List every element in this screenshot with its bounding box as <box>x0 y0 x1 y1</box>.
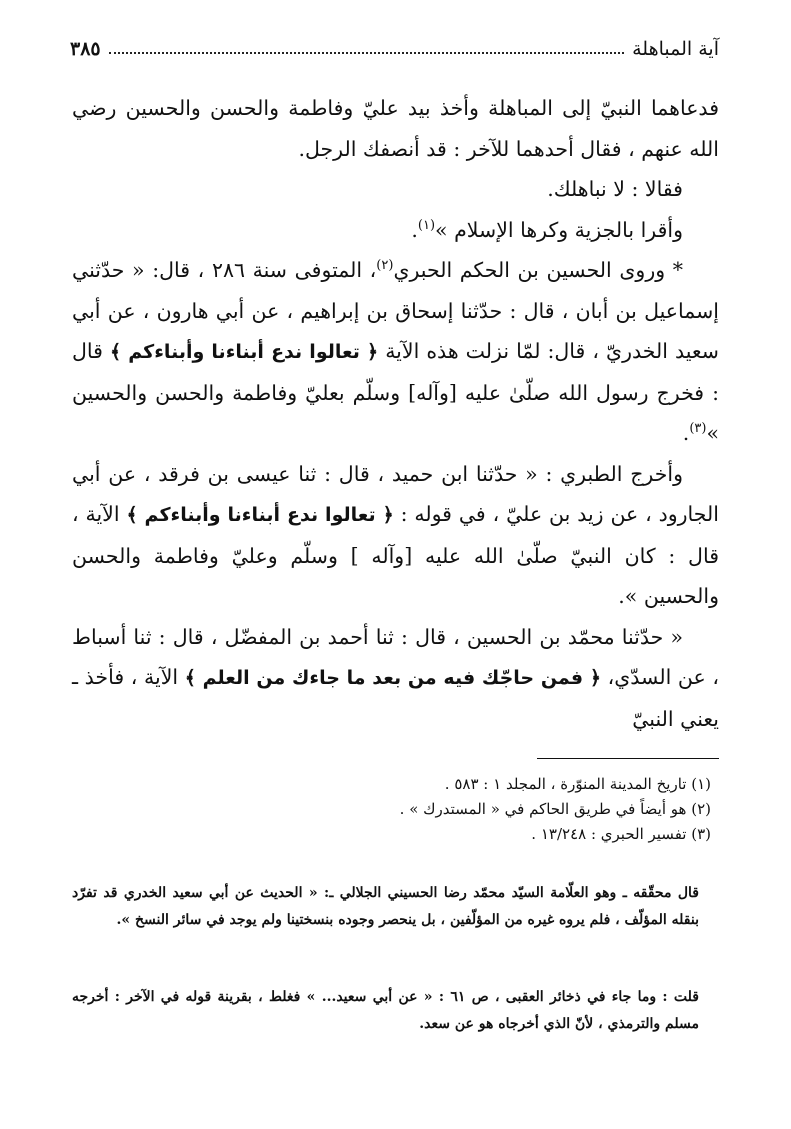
quran-quote-3: ﴿ فمن حاجّك فيه من بعد ما جاءك من العلم ﴾ <box>184 667 601 689</box>
paragraph-4-text-a: * وروى الحسين بن الحكم الحبري <box>393 258 683 282</box>
editor-note-2 <box>72 984 699 1038</box>
paragraph-3: وأقرا بالجزية وكرها الإسلام »$^{(١)}$. <box>411 217 683 242</box>
paragraph-4-text-b: ، المتوفى سنة ٢٨٦ ، قال: « حدّثني إسماعيل بن أبان ، قال : حدّثنا إسحاق بن إبراهيم ، عن أبي هارون ، عن أبي سعيد الخدريّ ، قال: لمّا نزلت هذه الآية <box>72 258 719 363</box>
chapter-title: آية المباهلة <box>632 38 719 60</box>
paragraph-4 <box>72 250 719 454</box>
footnote-ref-1: (١) <box>417 217 436 233</box>
footnote-ref-3: (٣) <box>689 421 707 437</box>
quran-quote-2: ﴿ تعالوا ندع أبناءنا وأبناءكم ﴾ <box>126 504 394 526</box>
editor-note-1 <box>72 880 699 934</box>
paragraph-5-text-b: الآية ، قال : كان النبيّ صلّىٰ الله عليه [وآله ] وسلّم وعليّ وفاطمة والحسن والحسين ». <box>72 502 719 608</box>
footnote-ref-2: (٢) <box>376 258 394 274</box>
paragraph-1: فدعاهما النبيّ إلى المباهلة وأخذ بيد عليّ وفاطمة والحسن والحسين رضي الله عنهم ، فقال أحدهما للآخر : قد أنصفك الرجل. <box>72 96 719 161</box>
paragraph-3-text: وأقرا بالجزية وكرها الإسلام » <box>435 217 683 242</box>
paragraph-4-text-c: قال : فخرج رسول الله صلّىٰ عليه [وآله] وسلّم بعليّ وفاطمة والحسن والحسين » <box>72 339 719 445</box>
footnote-2: (٢) هو أيضاً في طريق الحاكم في « المستدرك » . <box>399 800 711 818</box>
paragraph-2: فقالا : لا نباهلك. <box>547 177 683 201</box>
editor-note-2-text: قلت : وما جاء في ذخائر العقبى ، ص ٦١ : « عن أبي سعيد... » فغلط ، بقرينة قوله في الآخر : أخرجه مسلم والترمذي ، لأنّ الذي أخرجاه هو عن سعد. <box>72 989 699 1032</box>
paragraph-6 <box>72 617 719 740</box>
paragraph-6-text-b: الآية ، فأخذ ـ يعني النبيّ <box>72 665 719 731</box>
dotted-leader <box>109 51 625 54</box>
footnote-1: (١) تاريخ المدينة المنوّرة ، المجلد ١ : ٥٨٣ . <box>444 775 711 793</box>
quran-quote-1: ﴿ تعالوا ندع أبناءنا وأبناءكم ﴾ <box>110 341 379 363</box>
page-number: ٣٨٥ <box>70 38 101 60</box>
paragraph-4-end: . <box>682 421 690 445</box>
paragraph-5-text-a: وأخرج الطبري : « حدّثنا ابن حميد ، قال : ثنا عيسى بن فرقد ، عن أبي الجارود ، عن زيد بن عليّ ، في قوله : <box>72 461 719 526</box>
editor-note-1-text: قال محقّقه ـ وهو العلّامة السيّد محمّد رضا الحسيني الجلالي ـ: « الحديث عن أبي سعيد الخدري قد تفرّد بنقله المؤلّف ، فلم يروه غيره من المؤلّفين ، بل ينحصر وجوده بنسختينا ولم يوجد في سائر النسخ ». <box>72 885 699 928</box>
footnote-separator <box>537 758 719 759</box>
footnotes <box>72 772 711 847</box>
running-head <box>70 30 719 60</box>
main-text <box>72 88 719 739</box>
footnote-3: (٣) تفسير الحبري : ١٣/٢٤٨ . <box>531 825 711 843</box>
paragraph-5 <box>72 454 719 617</box>
paragraph-6-text-a: « حدّثنا محمّد بن الحسين ، قال : ثنا أحمد بن المفضّل ، قال : ثنا أسباط ، عن السدّي، <box>72 624 719 689</box>
